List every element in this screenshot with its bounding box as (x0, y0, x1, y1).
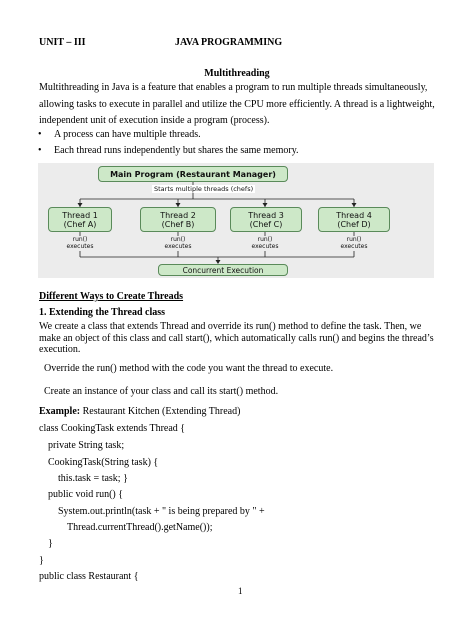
unit-label: UNIT – III (39, 37, 86, 48)
thread-name: Thread 2 (160, 210, 196, 220)
code-line: public class Restaurant { (39, 571, 139, 582)
thread-name: Thread 4 (336, 210, 372, 220)
code-line: private String task; (48, 440, 125, 451)
executes-text: executes (164, 243, 192, 250)
run-label (62, 236, 98, 250)
thread-chef: (Chef A) (63, 219, 97, 229)
example-text: Restaurant Kitchen (Extending Thread) (80, 406, 241, 417)
bullet-text: Each thread runs independently but shares the same memory. (54, 145, 299, 156)
list-item (0, 129, 474, 143)
run-label (247, 236, 283, 250)
run-text: run() (170, 236, 186, 243)
section-title: Multithreading (204, 68, 270, 79)
executes-text: executes (66, 243, 94, 250)
executes-text: executes (340, 243, 368, 250)
code-line: CookingTask(String task) { (48, 457, 159, 468)
list-item (0, 145, 474, 159)
run-text: run() (257, 236, 273, 243)
thread-name: Thread 1 (62, 210, 98, 220)
code-line: public void run() { (48, 489, 124, 500)
page-number: 1 (238, 586, 243, 596)
thread-name: Thread 3 (248, 210, 284, 220)
ways-heading: Different Ways to Create Threads (39, 291, 184, 302)
code-line: } (48, 538, 53, 549)
run-text: run() (72, 236, 88, 243)
thread-box (140, 207, 216, 232)
thread-box (318, 207, 390, 232)
code-line: this.task = task; } (58, 473, 128, 484)
starts-threads-label: Starts multiple threads (chefs) (154, 185, 254, 193)
run-label (336, 236, 372, 250)
concurrent-execution-box: Concurrent Execution (158, 264, 288, 276)
thread-box (230, 207, 302, 232)
bullet-icon: • (38, 129, 42, 140)
code-line: } (39, 555, 44, 566)
code-line: Thread.currentThread().getName()); (67, 522, 213, 533)
step-override: Override the run() method with the code you want the thread to execute. (44, 363, 334, 374)
bullet-text: A process can have multiple threads. (54, 129, 201, 140)
intro-paragraph: Multithreading in Java is a feature that enables a program to run multiple threads simultaneously, allowing tasks to execute in parallel and utilize the CPU more efficiently. A thread is a lightweight, independent unit of execution inside a program (process). (39, 82, 435, 126)
example-line (39, 406, 240, 417)
example-label: Example: (39, 406, 81, 417)
run-text: run() (346, 236, 362, 243)
thread-chef: (Chef D) (337, 219, 371, 229)
subject-label: JAVA PROGRAMMING (175, 37, 283, 48)
thread-chef: (Chef B) (161, 219, 195, 229)
main-program-box: Main Program (Restaurant Manager) (98, 166, 288, 182)
extending-heading: 1. Extending the Thread class (39, 307, 166, 318)
thread-diagram (38, 163, 434, 278)
code-line: System.out.println(task + " is being prepared by " + (58, 506, 265, 517)
bullet-icon: • (38, 145, 42, 156)
code-line: class CookingTask extends Thread { (39, 423, 186, 434)
executes-text: executes (251, 243, 279, 250)
thread-box (48, 207, 112, 232)
run-label (160, 236, 196, 250)
extending-paragraph: We create a class that extends Thread and override its run() method to define the task. Then, we make an object of this class and call start(), which automatically calls run() and begins the thread’s execution. (39, 321, 434, 355)
thread-chef: (Chef C) (249, 219, 283, 229)
step-create: Create an instance of your class and call its start() method. (44, 386, 279, 397)
